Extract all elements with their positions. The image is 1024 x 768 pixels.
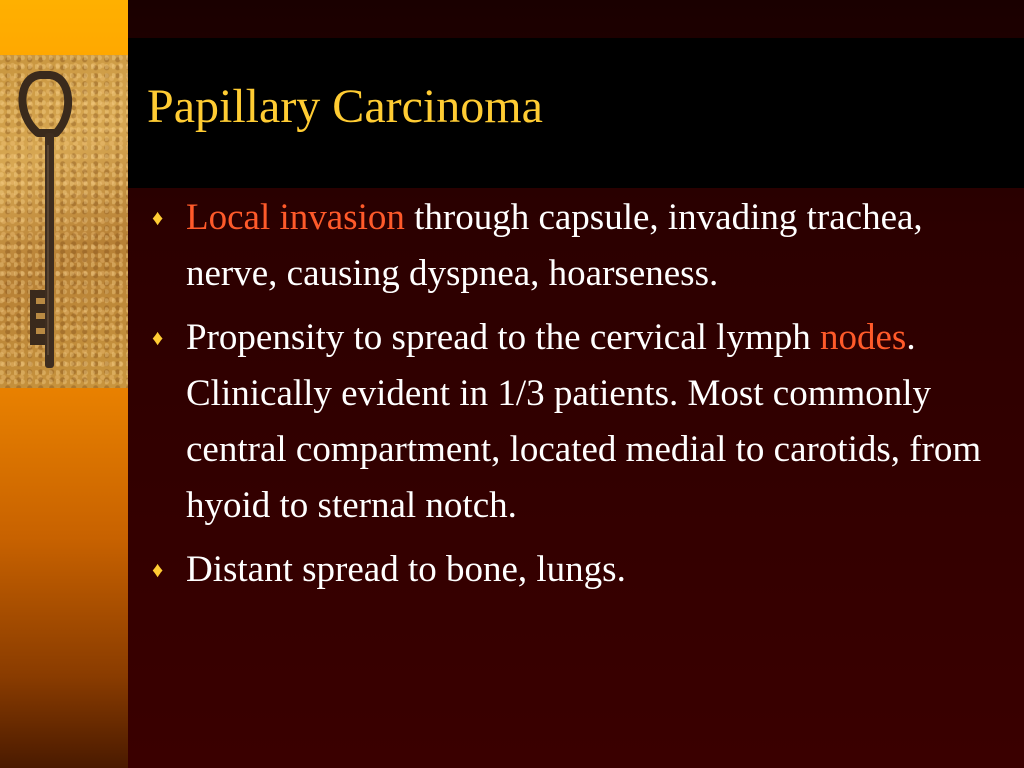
antique-key-image xyxy=(0,55,128,388)
diamond-bullet-icon: ♦ xyxy=(152,205,164,230)
diamond-bullet-icon: ♦ xyxy=(152,325,164,350)
highlighted-text: Local invasion xyxy=(186,197,405,238)
slide-title: Papillary Carcinoma xyxy=(147,80,543,133)
highlighted-text: nodes xyxy=(820,317,907,358)
bullet-list xyxy=(148,190,1008,606)
diamond-bullet-icon: ♦ xyxy=(152,557,164,582)
bullet-text: through capsule, invading trachea, nerve, causing dyspnea, hoarseness. xyxy=(186,197,923,294)
bullet-item xyxy=(148,542,1008,598)
bullet-text: Propensity to spread to the cervical lymph xyxy=(186,317,820,358)
bullet-item xyxy=(148,310,1008,534)
key-icon xyxy=(0,55,128,388)
bullet-item xyxy=(148,190,1008,302)
bullet-text: . Clinically evident in 1/3 patients. Most commonly central compartment, located medial to carotids, from hyoid to sternal notch. xyxy=(186,317,982,526)
bullet-text: Distant spread to bone, lungs. xyxy=(186,549,626,590)
